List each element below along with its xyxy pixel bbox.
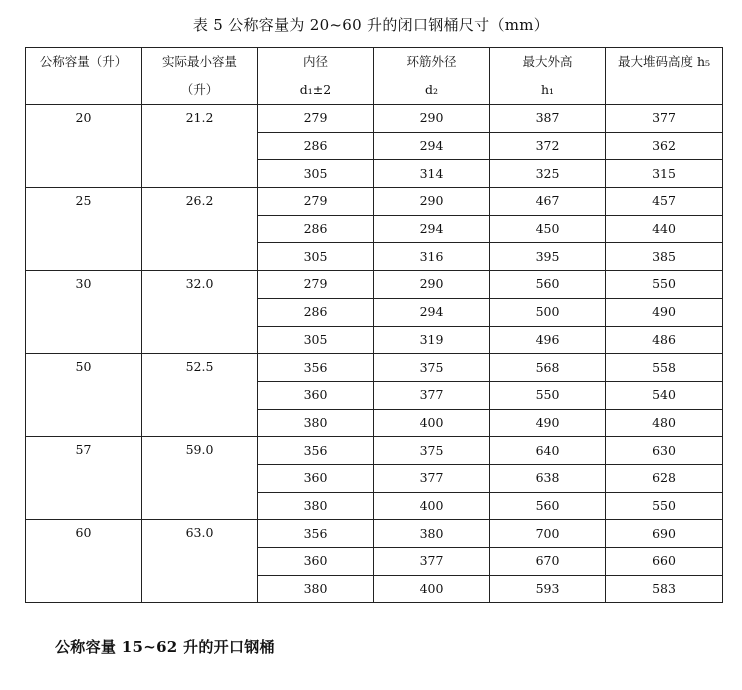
drum-dimensions-table: [25, 47, 723, 603]
header-line: 公称容量（升）: [39, 54, 128, 69]
cell-min-capacity: 21.2: [142, 105, 258, 188]
cell-inner-diameter: 305: [258, 326, 374, 354]
header-line: 环筋外径: [406, 54, 457, 69]
cell-max-height: 496: [490, 326, 606, 354]
cell-stack-height: 540: [606, 381, 723, 409]
cell-min-capacity: 32.0: [142, 271, 258, 354]
cell-rib-diameter: 380: [374, 520, 490, 548]
section-subheading: 公称容量 15~62 升的开口钢桶: [55, 638, 275, 656]
cell-rib-diameter: 400: [374, 409, 490, 437]
cell-stack-height: 628: [606, 464, 723, 492]
cell-max-height: 387: [490, 105, 606, 133]
cell-max-height: 640: [490, 437, 606, 465]
cell-stack-height: 550: [606, 271, 723, 299]
cell-rib-diameter: 290: [374, 271, 490, 299]
cell-stack-height: 457: [606, 188, 723, 216]
cell-rib-diameter: 290: [374, 105, 490, 133]
cell-rib-diameter: 294: [374, 132, 490, 160]
cell-stack-height: 385: [606, 243, 723, 271]
header-rib-outer-diameter: [374, 48, 490, 105]
cell-inner-diameter: 380: [258, 575, 374, 603]
header-line: d₂: [424, 82, 438, 97]
cell-inner-diameter: 356: [258, 437, 374, 465]
cell-stack-height: 583: [606, 575, 723, 603]
cell-inner-diameter: 305: [258, 243, 374, 271]
header-line: d₁±2: [299, 82, 332, 97]
cell-max-height: 568: [490, 354, 606, 382]
header-line: 内径: [302, 54, 328, 69]
header-line: 实际最小容量: [161, 54, 237, 69]
cell-max-height: 670: [490, 548, 606, 576]
cell-stack-height: 490: [606, 298, 723, 326]
cell-stack-height: 377: [606, 105, 723, 133]
cell-inner-diameter: 356: [258, 354, 374, 382]
header-line: 最大外高: [522, 54, 573, 69]
cell-max-height: 500: [490, 298, 606, 326]
header-nominal-capacity: [26, 48, 142, 105]
cell-stack-height: 362: [606, 132, 723, 160]
cell-max-height: 700: [490, 520, 606, 548]
cell-rib-diameter: 290: [374, 188, 490, 216]
header-max-outer-height: [490, 48, 606, 105]
cell-stack-height: 630: [606, 437, 723, 465]
cell-stack-height: 440: [606, 215, 723, 243]
cell-inner-diameter: 279: [258, 188, 374, 216]
header-line: h₁: [540, 82, 555, 97]
cell-inner-diameter: 279: [258, 105, 374, 133]
cell-nominal-capacity: 25: [26, 188, 142, 271]
cell-rib-diameter: 400: [374, 575, 490, 603]
cell-inner-diameter: 360: [258, 464, 374, 492]
cell-max-height: 593: [490, 575, 606, 603]
cell-nominal-capacity: 30: [26, 271, 142, 354]
cell-nominal-capacity: 60: [26, 520, 142, 603]
cell-rib-diameter: 377: [374, 548, 490, 576]
header-line: [26, 76, 141, 104]
cell-nominal-capacity: 50: [26, 354, 142, 437]
cell-inner-diameter: 286: [258, 132, 374, 160]
cell-max-height: 560: [490, 492, 606, 520]
cell-inner-diameter: 286: [258, 215, 374, 243]
cell-rib-diameter: 294: [374, 215, 490, 243]
header-line: [606, 76, 722, 104]
table-row: [26, 520, 723, 548]
table-row: [26, 105, 723, 133]
cell-max-height: 550: [490, 381, 606, 409]
table-row: [26, 188, 723, 216]
cell-min-capacity: 63.0: [142, 520, 258, 603]
cell-nominal-capacity: 20: [26, 105, 142, 188]
cell-inner-diameter: 305: [258, 160, 374, 188]
cell-max-height: 372: [490, 132, 606, 160]
cell-inner-diameter: 356: [258, 520, 374, 548]
header-line: 最大堆码高度 h₅: [617, 54, 711, 69]
cell-inner-diameter: 360: [258, 548, 374, 576]
cell-stack-height: 660: [606, 548, 723, 576]
cell-rib-diameter: 294: [374, 298, 490, 326]
cell-inner-diameter: 286: [258, 298, 374, 326]
table-row: [26, 271, 723, 299]
cell-stack-height: 558: [606, 354, 723, 382]
table-header-row: [26, 48, 723, 105]
header-actual-min-capacity: [142, 48, 258, 105]
cell-min-capacity: 59.0: [142, 437, 258, 520]
cell-min-capacity: 26.2: [142, 188, 258, 271]
cell-inner-diameter: 380: [258, 409, 374, 437]
cell-max-height: 638: [490, 464, 606, 492]
cell-rib-diameter: 316: [374, 243, 490, 271]
cell-max-height: 560: [490, 271, 606, 299]
table-row: [26, 354, 723, 382]
cell-rib-diameter: 314: [374, 160, 490, 188]
cell-rib-diameter: 375: [374, 354, 490, 382]
cell-stack-height: 486: [606, 326, 723, 354]
header-inner-diameter: [258, 48, 374, 105]
header-max-stacking-height: [606, 48, 723, 105]
cell-stack-height: 480: [606, 409, 723, 437]
cell-stack-height: 690: [606, 520, 723, 548]
table-caption: 表 5 公称容量为 20~60 升的闭口钢桶尺寸（mm）: [192, 16, 550, 34]
cell-nominal-capacity: 57: [26, 437, 142, 520]
cell-inner-diameter: 360: [258, 381, 374, 409]
cell-max-height: 325: [490, 160, 606, 188]
cell-max-height: 467: [490, 188, 606, 216]
cell-rib-diameter: 377: [374, 464, 490, 492]
cell-rib-diameter: 319: [374, 326, 490, 354]
table-row: [26, 437, 723, 465]
cell-min-capacity: 52.5: [142, 354, 258, 437]
cell-stack-height: 315: [606, 160, 723, 188]
header-line: （升）: [180, 82, 219, 97]
cell-inner-diameter: 279: [258, 271, 374, 299]
cell-max-height: 450: [490, 215, 606, 243]
cell-stack-height: 550: [606, 492, 723, 520]
cell-rib-diameter: 400: [374, 492, 490, 520]
cell-rib-diameter: 375: [374, 437, 490, 465]
cell-max-height: 490: [490, 409, 606, 437]
cell-inner-diameter: 380: [258, 492, 374, 520]
cell-rib-diameter: 377: [374, 381, 490, 409]
cell-max-height: 395: [490, 243, 606, 271]
